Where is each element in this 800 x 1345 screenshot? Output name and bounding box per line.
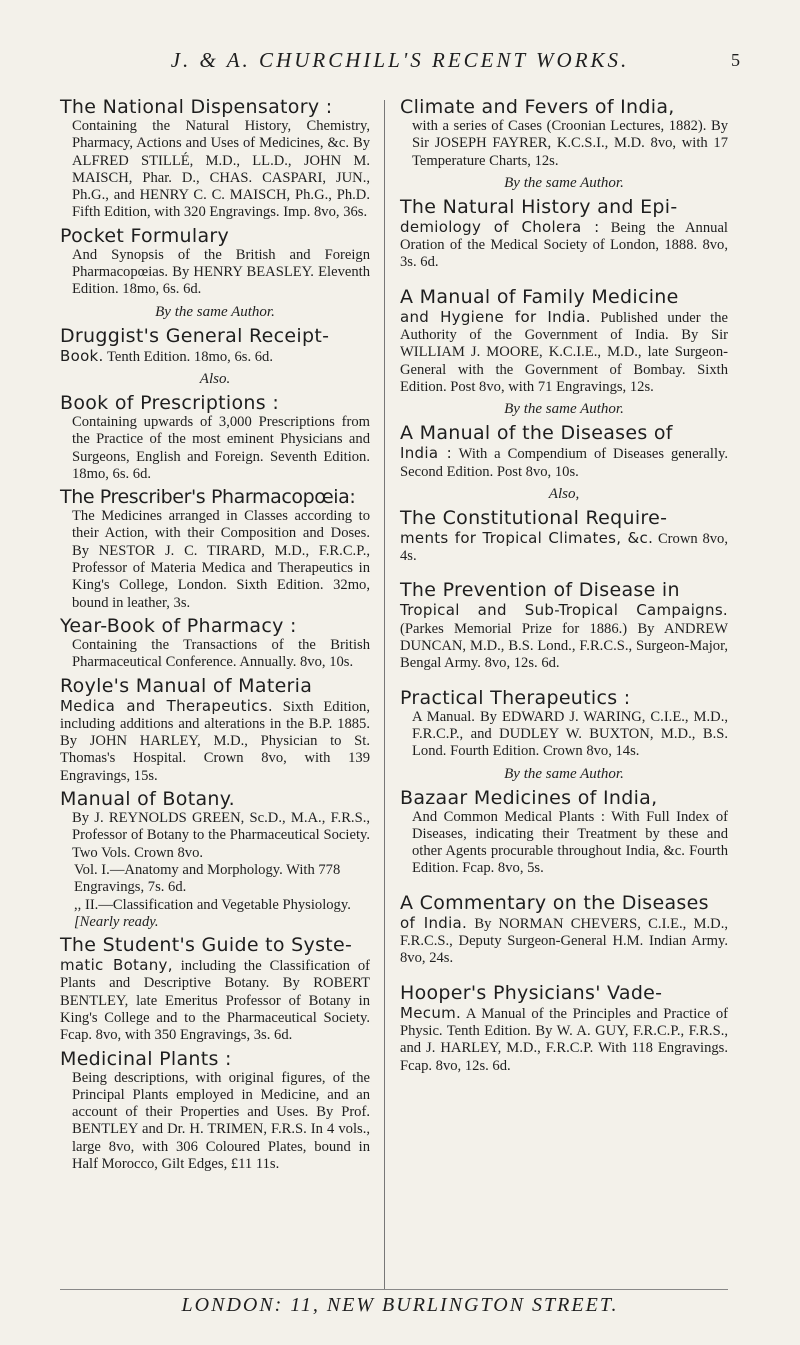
book-details: Crown 8vo, 4s. — [400, 530, 728, 565]
left-column — [60, 96, 370, 1173]
book-title: A Manual of the Diseases of — [400, 422, 673, 445]
book-description — [400, 444, 728, 481]
book-entry — [400, 982, 728, 1075]
book-entry — [60, 325, 370, 366]
book-title: The Natural History and Epi- — [400, 195, 678, 218]
footer-rule — [60, 1289, 728, 1290]
book-entry — [400, 196, 728, 272]
book-description: By J. REYNOLDS GREEN, Sc.D., M.A., F.R.S., Professor of Botany to the Pharmaceutical Society. Two Vols. Crown 8vo. — [72, 810, 370, 861]
author-note: By the same Author. — [504, 765, 624, 782]
book-subtitle: Mecum. — [400, 1003, 462, 1022]
book-title: The National Dispensatory : — [60, 96, 333, 118]
book-description — [60, 347, 370, 366]
book-title: Druggist's General Receipt- — [60, 324, 330, 347]
book-entry — [60, 615, 370, 672]
book-title: Royle's Manual of Materia — [60, 674, 313, 697]
book-entry — [60, 934, 370, 1044]
book-entry — [60, 225, 370, 299]
book-subtitle: and Hygiene for India. — [400, 307, 591, 326]
book-description — [400, 529, 728, 566]
book-title: A Manual of Family Medicine — [400, 285, 679, 308]
ditto-mark: ,, — [74, 896, 82, 913]
book-description — [400, 218, 728, 272]
running-title: J. & A. CHURCHILL'S RECENT WORKS. — [170, 48, 630, 72]
book-entry — [60, 675, 370, 785]
book-entry — [400, 422, 728, 481]
book-details: including the Classification of Plants and Descriptive Botany. By ROBERT BENTLEY, late Emeritus Professor of Botany in King's College and to the Pharmaceutical Society. Fcap. 8vo, with 350 Engravings, 3s. 6d. — [60, 958, 370, 1044]
book-entry — [60, 96, 370, 222]
book-details: Being the Annual Oration of the Medical Society of London, 1888. 8vo, 3s. 6d. — [400, 219, 728, 271]
book-entry — [60, 392, 370, 483]
volume-line — [74, 897, 370, 932]
book-description — [400, 914, 728, 968]
book-subtitle: Tropical and Sub-Tropical Campaigns. — [400, 601, 728, 620]
book-description: Containing the Transactions of the British Pharmaceutical Conference. Annually. 8vo, 10s. — [72, 636, 370, 671]
book-subtitle: Book. — [60, 346, 104, 365]
publisher-address: LONDON: 11, NEW BURLINGTON STREET. — [181, 1294, 619, 1316]
book-title: Medicinal Plants : — [60, 1047, 232, 1070]
book-description: Containing the Natural History, Chemistry, Pharmacy, Actions and Uses of Medicines, &c. By ALFRED STILLÉ, M.D., LL.D., JOHN M. MAISCH, Phar. D., CHAS. CASPARI, JUN., Ph.G., and HENRY C. C. MAISCH, Ph.G., Ph.D. Fifth Edition, with 320 Engravings. Imp. 8vo, 36s. — [72, 118, 370, 221]
also-note: Also. — [199, 370, 231, 387]
book-description — [400, 308, 728, 396]
author-note: By the same Author. — [155, 303, 275, 320]
book-title: Practical Therapeutics : — [400, 686, 631, 709]
book-description: A Manual. By EDWARD J. WARING, C.I.E., M.D., F.R.C.P., and DUDLEY W. BUXTON, M.D., B.S. Lond. Fourth Edition. Crown 8vo, 14s. — [412, 708, 728, 760]
book-title: Bazaar Medicines of India, — [400, 786, 658, 809]
book-details: Tenth Edition. 18mo, 6s. 6d. — [107, 348, 273, 365]
book-details: Published under the Authority of the Government of India. By Sir WILLIAM J. MOORE, K.C.I.E., M.D., late Surgeon-General with the Government of Bombay. Sixth Edition. Post 8vo, with 71 Engravings, 12s. — [400, 309, 728, 395]
book-title: A Commentary on the Diseases — [400, 891, 709, 914]
book-title: Book of Prescriptions : — [60, 391, 280, 414]
right-column — [400, 96, 728, 1075]
book-description: The Medicines arranged in Classes according to their Action, with their Composition and Doses. By NESTOR J. C. TIRARD, M.D., F.R.C.P., Professor of Materia Medica and Therapeutics in King's College, London. Sixth Edition. 32mo, bound in leather, 3s. — [72, 508, 370, 611]
book-title: The Prevention of Disease in — [400, 579, 680, 602]
book-title: Year-Book of Pharmacy : — [60, 614, 297, 637]
book-description — [60, 956, 370, 1044]
book-subtitle: matic Botany, — [60, 956, 173, 975]
book-title: Pocket Formulary — [60, 224, 230, 247]
book-entry — [400, 507, 728, 566]
book-entry — [60, 788, 370, 931]
book-details: Sixth Edition, including additions and alterations in the B.P. 1885. By JOHN HARLEY, M.D., Physician to St. Thomas's Hospital. Crown 8vo, with 139 Engravings, 15s. — [60, 698, 370, 784]
book-title: The Student's Guide to Syste- — [60, 934, 353, 957]
book-subtitle: of India. — [400, 913, 468, 932]
author-note: By the same Author. — [504, 174, 624, 191]
book-entry — [400, 286, 728, 396]
column-divider — [384, 100, 385, 1290]
page-number: 5 — [731, 50, 740, 70]
book-description — [400, 1004, 728, 1075]
book-description: Being descriptions, with original figures, of the Principal Plants employed in Medicine, and an account of their Properties and Uses. By Prof. BENTLEY and Dr. H. TRIMEN, F.R.S. In 4 vols., large 8vo, with 306 Coloured Plates, bound in Half Morocco, Gilt Edges, £11 11s. — [72, 1069, 370, 1173]
book-subtitle: demiology of Cholera : — [400, 217, 600, 236]
book-entry — [60, 486, 370, 612]
book-subtitle: Medica and Therapeutics. — [60, 696, 273, 715]
page-header — [0, 48, 800, 78]
book-entry — [400, 687, 728, 761]
book-description — [400, 601, 728, 672]
book-description: Containing upwards of 3,000 Prescriptions from the Practice of the most eminent Physicians and Surgeons, English and Foreign. Seventh Edition. 18mo, 6s. 6d. — [72, 413, 370, 482]
book-description: And Common Medical Plants : With Full Index of Diseases, indicating their Treatment by these and other Agents procurable throughout India, &c. Fourth Edition. Fcap. 8vo, 5s. — [412, 808, 728, 877]
book-description: with a series of Cases (Croonian Lectures, 1882). By Sir JOSEPH FAYRER, K.C.S.I., M.D. 8vo, with 17 Temperature Charts, 12s. — [412, 118, 728, 169]
book-subtitle: ments for Tropical Climates, &c. — [400, 528, 654, 547]
book-title: The Prescriber's Pharmacopœia: — [60, 486, 356, 509]
book-entry — [400, 96, 728, 170]
book-subtitle: India : — [400, 444, 453, 463]
volume-status: [Nearly ready. — [74, 913, 159, 930]
book-entry — [400, 579, 728, 672]
author-note: By the same Author. — [504, 401, 624, 418]
volume-line: Vol. I.—Anatomy and Morphology. With 778 Engravings, 7s. 6d. — [74, 861, 341, 896]
book-details: With a Compendium of Diseases generally. Second Edition. Post 8vo, 10s. — [400, 446, 729, 480]
book-entry — [60, 1048, 370, 1174]
volume-title: II.—Classification and Vegetable Physiology. — [84, 896, 351, 913]
book-entry — [400, 892, 728, 968]
book-details: By NORMAN CHEVERS, C.I.E., M.D., F.R.C.S., Deputy Surgeon-General H.M. Indian Army. 8vo, 24s. — [400, 915, 729, 967]
book-title: Hooper's Physicians' Vade- — [400, 981, 663, 1004]
book-title: The Constitutional Require- — [400, 506, 668, 529]
book-details: A Manual of the Principles and Practice of Physic. Tenth Edition. By W. A. GUY, F.R.C.P., F.R.S., and J. HARLEY, M.D., F.R.C.P. With 118 Engravings. Fcap. 8vo, 12s. 6d. — [400, 1005, 728, 1074]
book-title: Manual of Botany. — [60, 788, 235, 811]
book-entry — [400, 787, 728, 878]
book-description — [60, 697, 370, 785]
book-details: (Parkes Memorial Prize for 1886.) By ANDREW DUNCAN, M.D., B.S. Lond., F.R.C.S., Surgeon-Major, Bengal Army. 8vo, 12s. 6d. — [400, 620, 728, 672]
book-title: Climate and Fevers of India, — [400, 96, 675, 118]
book-description: And Synopsis of the British and Foreign Pharmacopœias. By HENRY BEASLEY. Eleventh Edition. 18mo, 6s. 6d. — [72, 246, 370, 298]
also-note: Also, — [548, 485, 580, 502]
